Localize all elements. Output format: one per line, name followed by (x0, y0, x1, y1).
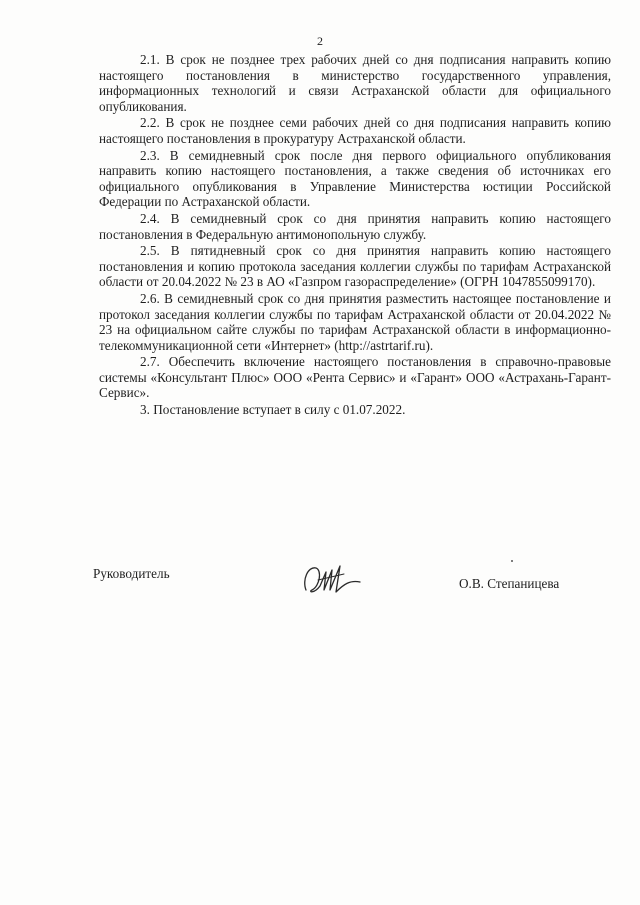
paragraph-2-3: 2.3. В семидневный срок после дня первого официального опубликования направить копию настоящего постановления, а также сведения об источниках его официального опубликования в Управление Министерства юстиции Российской Федерации по Астраханской области. (99, 147, 611, 210)
signature-block (0, 560, 640, 630)
paragraph-2-1: 2.1. В срок не позднее трех рабочих дней со дня подписания направить копию настоящего постановления в министерство государственного управления, информационных технологий и связи Астраханской области для официального опубликования. (99, 52, 611, 114)
page-number: 2 (317, 34, 323, 48)
stray-mark (511, 560, 513, 562)
paragraph-2-2: 2.2. В срок не позднее семи рабочих дней со дня подписания направить копию настоящего постановления в прокуратуру Астраханской области. (99, 115, 611, 146)
paragraph-2-6: 2.6. В семидневный срок со дня принятия разместить настоящее постановление и протокол заседания коллегии службы по тарифам Астраханской области от 20.04.2022 № 23 на официальном сайте службы по тарифам Астраханской области в информационно-телекоммуникационной сети «Интернет» (http://astrtarif.ru). (99, 290, 611, 353)
document-body (99, 52, 611, 418)
paragraph-2-5: 2.5. В пятидневный срок со дня принятия направить копию настоящего постановления и копию протокола заседания коллегии службы по тарифам Астраханской области от 20.04.2022 № 23 в АО «Газпром газораспределение» (ОГРН 1047855099170). (99, 243, 611, 290)
paragraph-2-4: 2.4. В семидневный срок со дня принятия направить копию настоящего постановления в Федеральную антимонопольную службу. (99, 210, 611, 242)
signatory-title: Руководитель (93, 566, 170, 581)
paragraph-2-7: 2.7. Обеспечить включение настоящего постановления в справочно-правовые системы «Консультант Плюс» ООО «Рента Сервис» и «Гарант» ООО «Астрахань-Гарант-Сервис». (99, 354, 611, 401)
handwritten-signature (300, 560, 368, 600)
signatory-name: О.В. Степаницева (459, 576, 560, 591)
paragraph-3: 3. Постановление вступает в силу с 01.07.2022. (140, 402, 406, 418)
